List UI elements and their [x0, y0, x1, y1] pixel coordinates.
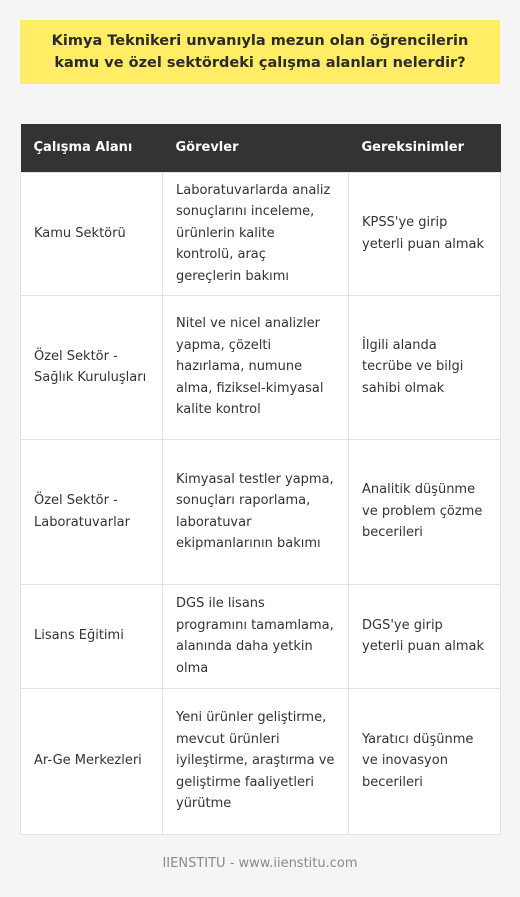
- cell-requirements: İlgili alanda tecrübe ve bilgi sahibi olmak: [349, 295, 501, 439]
- cell-requirements: Analitik düşünme ve problem çözme becerileri: [349, 439, 501, 584]
- column-header-duties: Görevler: [163, 124, 349, 172]
- page-title: Kimya Teknikeri unvanıyla mezun olan öğrencilerin kamu ve özel sektördeki çalışma alanları nelerdir?: [51, 33, 469, 71]
- cell-duties: Nitel ve nicel analizler yapma, çözelti hazırlama, numune alma, fiziksel-kimyasal kalite kontrol: [163, 295, 349, 439]
- cell-duties: DGS ile lisans programını tamamlama, alanında daha yetkin olma: [163, 584, 349, 688]
- title-banner: [20, 20, 500, 84]
- cell-requirements: KPSS'ye girip yeterli puan almak: [349, 172, 501, 295]
- cell-requirements: DGS'ye girip yeterli puan almak: [349, 584, 501, 688]
- cell-requirements: Yaratıcı düşünme ve inovasyon becerileri: [349, 688, 501, 834]
- column-header-area: Çalışma Alanı: [21, 124, 163, 172]
- cell-duties: Laboratuvarlarda analiz sonuçlarını inceleme, ürünlerin kalite kontrolü, araç gereçlerin bakımı: [163, 172, 349, 295]
- cell-area: Kamu Sektörü: [21, 172, 163, 295]
- career-areas-table: [20, 124, 501, 835]
- cell-duties: Yeni ürünler geliştirme, mevcut ürünleri iyileştirme, araştırma ve geliştirme faaliyetleri yürütme: [163, 688, 349, 834]
- table-header-row: [21, 124, 501, 172]
- column-header-requirements: Gereksinimler: [349, 124, 501, 172]
- footer-credit: IIENSTITU - www.iienstitu.com: [162, 856, 358, 871]
- table-row: [21, 584, 501, 688]
- cell-area: Ar-Ge Merkezleri: [21, 688, 163, 834]
- table-row: [21, 439, 501, 584]
- cell-area: Özel Sektör - Laboratuvarlar: [21, 439, 163, 584]
- table-row: [21, 172, 501, 295]
- table-row: [21, 688, 501, 834]
- cell-duties: Kimyasal testler yapma, sonuçları raporlama, laboratuvar ekipmanlarının bakımı: [163, 439, 349, 584]
- cell-area: Lisans Eğitimi: [21, 584, 163, 688]
- cell-area: Özel Sektör - Sağlık Kuruluşları: [21, 295, 163, 439]
- table-row: [21, 295, 501, 439]
